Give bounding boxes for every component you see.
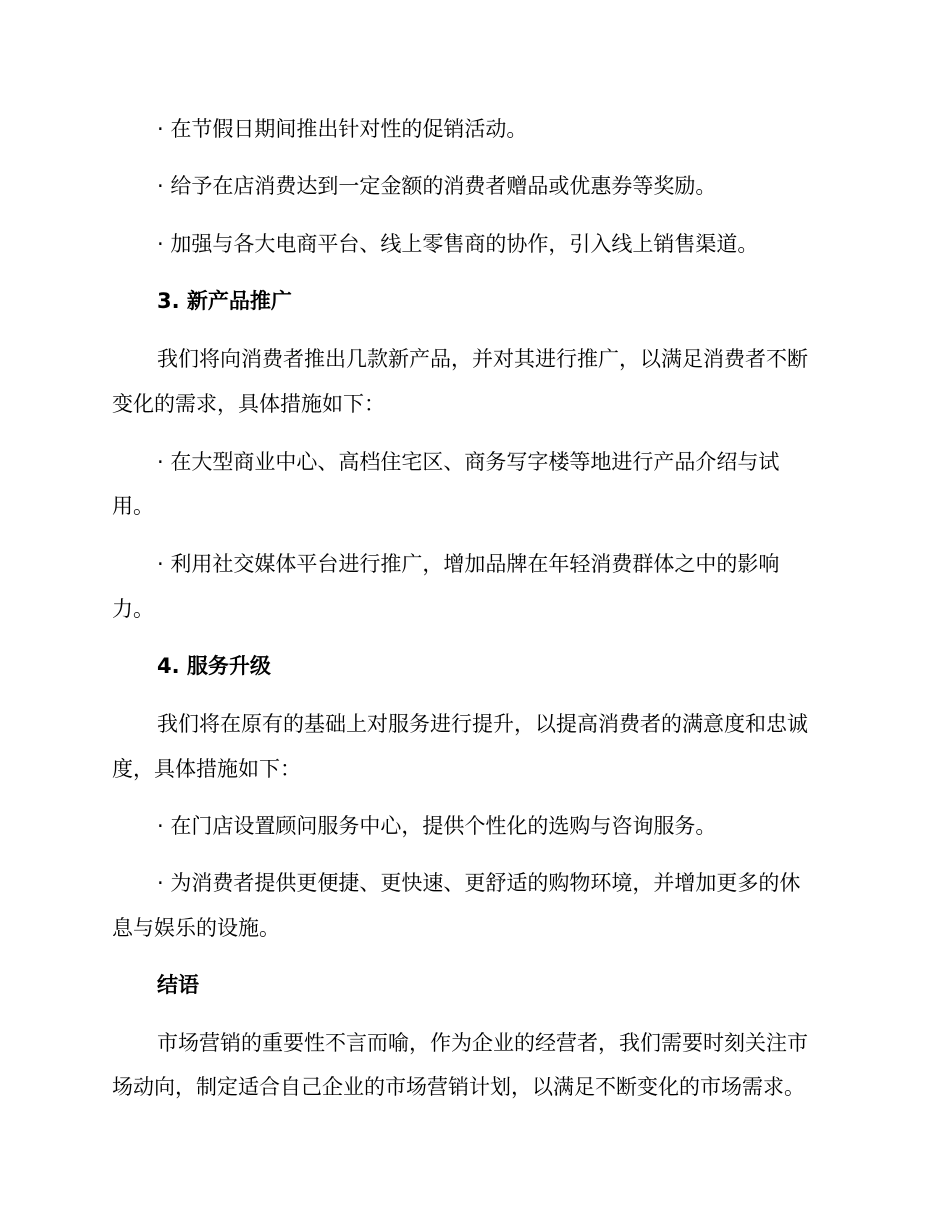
section-heading-service-upgrade: 4. 服务升级 <box>157 654 271 678</box>
section-heading-conclusion: 结语 <box>157 973 199 997</box>
section-heading-new-product: 3. 新产品推广 <box>157 289 292 313</box>
bullet-promo-holiday: · 在节假日期间推出针对性的促销活动。 <box>157 117 528 141</box>
bullet-social-media-line1: · 利用社交媒体平台进行推广，增加品牌在年轻消费群体之中的影响 <box>157 552 780 576</box>
bullet-promo-online: · 加强与各大电商平台、线上零售商的协作，引入线上销售渠道。 <box>157 232 759 256</box>
bullet-product-trial-line1: · 在大型商业中心、高档住宅区、商务写字楼等地进行产品介绍与试 <box>157 450 780 474</box>
bullet-product-trial-line2: 用。 <box>112 494 154 518</box>
paragraph-conclusion-line2: 场动向，制定适合自己企业的市场营销计划，以满足不断变化的市场需求。 <box>112 1075 805 1099</box>
bullet-consulting-center: · 在门店设置顾问服务中心，提供个性化的选购与咨询服务。 <box>157 814 717 838</box>
paragraph-new-product-line2: 变化的需求，具体措施如下： <box>112 392 385 416</box>
bullet-promo-gift: · 给予在店消费达到一定金额的消费者赠品或优惠券等奖励。 <box>157 174 717 198</box>
bullet-social-media-line2: 力。 <box>112 597 154 621</box>
paragraph-service-line1: 我们将在原有的基础上对服务进行提升，以提高消费者的满意度和忠诚 <box>157 712 808 736</box>
bullet-shopping-environment-line1: · 为消费者提供更便捷、更快速、更舒适的购物环境，并增加更多的休 <box>157 871 801 895</box>
paragraph-new-product-line1: 我们将向消费者推出几款新产品，并对其进行推广，以满足消费者不断 <box>157 347 808 371</box>
paragraph-service-line2: 度，具体措施如下： <box>112 757 301 781</box>
bullet-shopping-environment-line2: 息与娱乐的设施。 <box>112 916 280 940</box>
paragraph-conclusion-line1: 市场营销的重要性不言而喻，作为企业的经营者，我们需要时刻关注市 <box>157 1031 808 1055</box>
